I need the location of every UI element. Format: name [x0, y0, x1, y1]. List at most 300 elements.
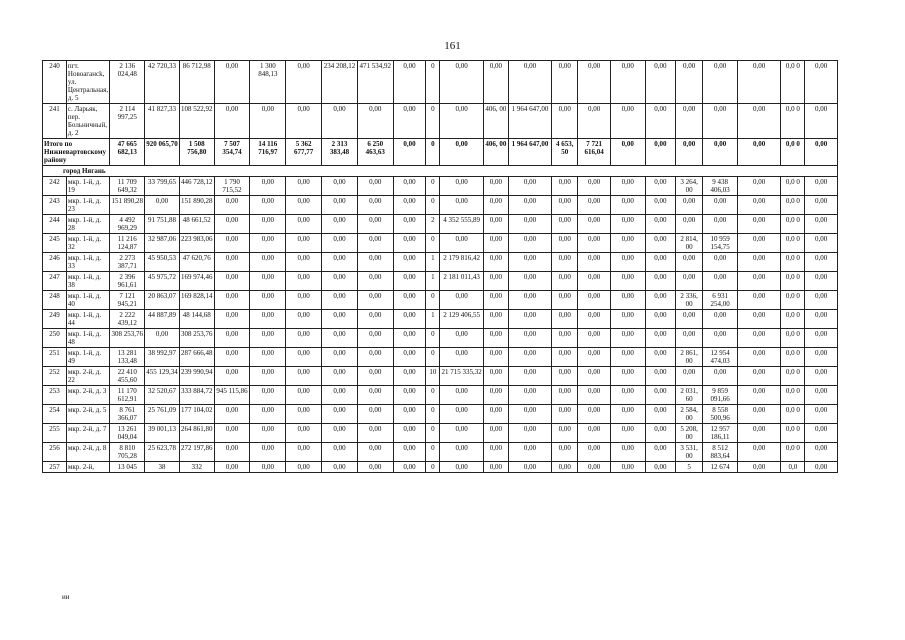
table-cell: 0	[426, 196, 440, 215]
address-cell: мкр. 1-й, д. 32	[66, 234, 109, 253]
table-cell: 0,00	[508, 348, 551, 367]
table-cell: 0,0 0	[781, 329, 805, 348]
table-cell: 1	[426, 253, 440, 272]
table-cell: 0,00	[610, 253, 645, 272]
table-cell: 0,0 0	[781, 443, 805, 462]
table-cell: 0,00	[805, 61, 838, 104]
table-cell: 0,00	[610, 291, 645, 310]
table-cell: 920 065,70	[145, 139, 180, 166]
table-cell: 0,00	[676, 253, 703, 272]
table-cell: 0,00	[322, 177, 358, 196]
table-cell: 5 208, 00	[676, 424, 703, 443]
table-cell: 0,00	[286, 234, 322, 253]
table-cell: 0,00	[676, 196, 703, 215]
table-cell: 0,00	[322, 405, 358, 424]
row-number: 252	[43, 367, 67, 386]
table-cell: 8 810 705,28	[110, 443, 145, 462]
table-cell: 0,00	[610, 104, 645, 139]
table-cell: 0,00	[250, 386, 286, 405]
table-cell: 0,00	[552, 310, 578, 329]
table-cell: 0	[426, 424, 440, 443]
table-cell: 0,00	[286, 424, 322, 443]
table-cell: 0,00	[737, 386, 780, 405]
table-cell: 0,00	[508, 329, 551, 348]
table-row	[43, 61, 838, 104]
table-cell: 5 362 677,77	[286, 139, 322, 166]
table-cell: 0,00	[703, 329, 738, 348]
table-cell: 0,00	[508, 61, 551, 104]
table-cell: 406, 00	[483, 139, 508, 166]
table-cell: 0,00	[322, 215, 358, 234]
table-cell: 0,00	[440, 177, 483, 196]
table-cell: 0,00	[703, 253, 738, 272]
address-cell: мкр. 1-й, д. 48	[66, 329, 109, 348]
table-row	[43, 386, 838, 405]
table-cell: 0,00	[610, 215, 645, 234]
table-cell: 0,00	[703, 272, 738, 291]
table-cell: 0,00	[578, 310, 611, 329]
table-cell: 0,0 0	[781, 405, 805, 424]
table-cell: 0,00	[805, 310, 838, 329]
table-cell: 0,00	[483, 405, 508, 424]
table-cell: 223 983,06	[179, 234, 214, 253]
table-cell: 0,00	[322, 462, 358, 473]
table-cell: 5	[676, 462, 703, 473]
table-cell: 13 281 133,48	[110, 348, 145, 367]
table-cell: 7 507 354,74	[214, 139, 250, 166]
row-number: 240	[43, 61, 67, 104]
table-cell: 0,00	[578, 386, 611, 405]
table-cell: 0,00	[440, 348, 483, 367]
table-cell: 0,00	[214, 310, 250, 329]
table-cell: 0,00	[214, 234, 250, 253]
table-cell: 0,0 0	[781, 253, 805, 272]
table-cell: 0,00	[357, 196, 393, 215]
address-cell: мкр. 2-й, д. 8	[66, 443, 109, 462]
table-cell: 2 814, 00	[676, 234, 703, 253]
table-cell: 0,00	[286, 253, 322, 272]
table-cell: 0,00	[805, 405, 838, 424]
table-cell: 0	[426, 104, 440, 139]
table-cell: 0,00	[578, 367, 611, 386]
table-cell: 12 954 474,03	[703, 348, 738, 367]
table-cell: 3 264, 00	[676, 177, 703, 196]
table-cell: 0,00	[483, 310, 508, 329]
table-cell: 0,00	[357, 104, 393, 139]
table-cell: 0,00	[610, 310, 645, 329]
table-cell: 0,00	[552, 272, 578, 291]
table-cell: 0,00	[610, 196, 645, 215]
table-cell: 0,00	[610, 177, 645, 196]
table-cell: 0,00	[250, 234, 286, 253]
table-cell: 0,00	[357, 234, 393, 253]
table-cell: 0,00	[805, 104, 838, 139]
table-cell: 0,00	[250, 443, 286, 462]
table-cell: 0,00	[286, 215, 322, 234]
table-cell: 0,00	[508, 424, 551, 443]
table-cell: 0,00	[393, 424, 426, 443]
table-cell: 8 761 366,07	[110, 405, 145, 424]
table-cell: 0,00	[805, 386, 838, 405]
table-cell: 14 116 716,97	[250, 139, 286, 166]
table-cell: 0,00	[393, 215, 426, 234]
table-cell: 0,00	[610, 329, 645, 348]
table-cell: 0,00	[286, 310, 322, 329]
table-cell: 0,00	[483, 61, 508, 104]
table-cell: 287 666,48	[179, 348, 214, 367]
row-number: 245	[43, 234, 67, 253]
table-row	[43, 443, 838, 462]
address-cell: с. Ларьяк, пер. Больничный, д. 2	[66, 104, 109, 139]
table-cell: 0,00	[676, 367, 703, 386]
table-cell: 2 114 997,25	[110, 104, 145, 139]
table-cell: 0,00	[737, 405, 780, 424]
table-cell: 0,00	[508, 310, 551, 329]
section-title: город Нягань	[43, 166, 838, 177]
table-cell: 0,00	[440, 234, 483, 253]
table-cell: 7 721 616,04	[578, 139, 611, 166]
table-cell: 0,00	[286, 104, 322, 139]
address-cell: мкр. 2-й, д. 5	[66, 405, 109, 424]
table-cell: 0,00	[250, 272, 286, 291]
table-cell: 0,00	[703, 139, 738, 166]
table-cell: 0,00	[357, 310, 393, 329]
table-cell: 0,00	[645, 272, 675, 291]
table-cell: 6 931 254,00	[703, 291, 738, 310]
table-cell: 0,00	[393, 139, 426, 166]
table-cell: 0,00	[805, 139, 838, 166]
table-row	[43, 272, 838, 291]
table-cell: 0,0	[781, 462, 805, 473]
table-cell: 0,00	[552, 104, 578, 139]
table-cell: 0	[426, 329, 440, 348]
table-cell: 0,00	[610, 386, 645, 405]
table-cell: 0,00	[322, 424, 358, 443]
table-cell: 0,00	[357, 177, 393, 196]
address-cell: мкр. 2-й, д. 7	[66, 424, 109, 443]
table-cell: 0,00	[578, 272, 611, 291]
table-cell: 0,00	[737, 443, 780, 462]
table-cell: 48 661,52	[179, 215, 214, 234]
table-cell: 0,00	[578, 443, 611, 462]
table-cell: 0,00	[250, 348, 286, 367]
table-cell: 0,00	[508, 291, 551, 310]
table-cell: 0,00	[508, 253, 551, 272]
table-cell: 8 512 883,64	[703, 443, 738, 462]
table-cell: 0,00	[805, 196, 838, 215]
table-cell: 0,00	[357, 253, 393, 272]
table-cell: 0,00	[393, 291, 426, 310]
table-cell: 0,00	[508, 443, 551, 462]
table-cell: 0,00	[508, 386, 551, 405]
table-cell: 0,00	[578, 462, 611, 473]
table-cell: 169 974,46	[179, 272, 214, 291]
table-cell: 0,00	[737, 424, 780, 443]
table-cell: 0,00	[645, 234, 675, 253]
table-cell: 471 534,92	[357, 61, 393, 104]
table-cell: 0,00	[286, 348, 322, 367]
table-cell: 11 170 612,91	[110, 386, 145, 405]
address-cell: мкр. 1-й, д. 40	[66, 291, 109, 310]
table-cell: 1	[426, 272, 440, 291]
table-cell: 0	[426, 234, 440, 253]
table-cell: 0,00	[483, 234, 508, 253]
table-cell: 0,00	[703, 104, 738, 139]
table-cell: 0,00	[805, 424, 838, 443]
row-number: 251	[43, 348, 67, 367]
table-cell: 177 104,02	[179, 405, 214, 424]
table-cell: 0,00	[483, 253, 508, 272]
table-cell: 0,00	[440, 424, 483, 443]
table-cell: 42 720,33	[145, 61, 180, 104]
table-cell: 2 136 024,48	[110, 61, 145, 104]
address-cell: мкр. 1-й, д. 23	[66, 196, 109, 215]
table-cell: 0,0 0	[781, 215, 805, 234]
table-cell: 0,00	[552, 291, 578, 310]
table-cell: 45 975,72	[145, 272, 180, 291]
total-row	[43, 139, 838, 166]
table-cell: 308 253,76	[179, 329, 214, 348]
table-cell: 264 861,80	[179, 424, 214, 443]
table-cell: 0,00	[483, 329, 508, 348]
table-row	[43, 329, 838, 348]
table-cell: 0,00	[440, 386, 483, 405]
table-cell: 12 674	[703, 462, 738, 473]
table-row	[43, 291, 838, 310]
table-cell: 0,00	[805, 443, 838, 462]
table-cell: 25 623,78	[145, 443, 180, 462]
table-row	[43, 462, 838, 473]
table-cell: 0,00	[322, 253, 358, 272]
table-cell: 0,00	[214, 348, 250, 367]
table-cell: 0,00	[145, 196, 180, 215]
table-cell: 239 990,94	[179, 367, 214, 386]
address-cell: мкр. 1-й, д. 49	[66, 348, 109, 367]
table-cell: 0,00	[578, 253, 611, 272]
table-cell: 0,0 0	[781, 104, 805, 139]
table-cell: 0,00	[508, 177, 551, 196]
table-cell: 0,00	[676, 272, 703, 291]
row-number: 253	[43, 386, 67, 405]
row-number: 249	[43, 310, 67, 329]
table-cell: 9 438 406,03	[703, 177, 738, 196]
table-cell: 0,00	[552, 367, 578, 386]
table-cell: 39 001,13	[145, 424, 180, 443]
table-cell: 0,00	[645, 443, 675, 462]
table-cell: 10	[426, 367, 440, 386]
table-cell: 6 250 463,63	[357, 139, 393, 166]
table-cell: 47 620,76	[179, 253, 214, 272]
table-cell: 32 987,06	[145, 234, 180, 253]
table-cell: 0,00	[805, 367, 838, 386]
address-cell: мкр. 1-й, д. 38	[66, 272, 109, 291]
table-cell: 0	[426, 139, 440, 166]
table-cell: 0,00	[483, 215, 508, 234]
table-cell: 38 992,97	[145, 348, 180, 367]
table-cell: 0,00	[250, 329, 286, 348]
table-cell: 0,00	[322, 348, 358, 367]
row-number: 254	[43, 405, 67, 424]
table-cell: 2 313 383,48	[322, 139, 358, 166]
table-cell: 0,00	[552, 196, 578, 215]
table-cell: 0,00	[322, 196, 358, 215]
table-cell: 0,00	[676, 329, 703, 348]
table-cell: 0	[426, 386, 440, 405]
table-cell: 0,00	[250, 253, 286, 272]
table-cell: 0,00	[357, 348, 393, 367]
table-cell: 0,00	[440, 329, 483, 348]
table-cell: 0,00	[578, 177, 611, 196]
address-cell: мкр. 2-й, д. 3	[66, 386, 109, 405]
table-cell: 0,00	[440, 61, 483, 104]
table-cell: 0,00	[286, 405, 322, 424]
table-cell: 33 799,65	[145, 177, 180, 196]
row-number: 246	[43, 253, 67, 272]
table-cell: 0,00	[508, 367, 551, 386]
row-number: 256	[43, 443, 67, 462]
table-cell: 0,00	[805, 462, 838, 473]
table-cell: 332	[179, 462, 214, 473]
table-cell: 0,00	[214, 291, 250, 310]
table-cell: 0,00	[393, 61, 426, 104]
table-cell: 0,00	[250, 310, 286, 329]
table-cell: 0,00	[578, 196, 611, 215]
table-cell: 12 957 186,11	[703, 424, 738, 443]
table-cell: 0,00	[703, 61, 738, 104]
table-cell: 0,00	[645, 348, 675, 367]
table-cell: 0,00	[483, 424, 508, 443]
address-cell: мкр. 1-й, д. 33	[66, 253, 109, 272]
table-cell: 0,00	[357, 386, 393, 405]
table-row	[43, 196, 838, 215]
table-cell: 0,00	[676, 139, 703, 166]
table-cell: 0,00	[214, 104, 250, 139]
table-cell: 2 336, 00	[676, 291, 703, 310]
table-cell: 0,00	[286, 367, 322, 386]
table-cell: 0,00	[214, 405, 250, 424]
table-cell: 0,00	[483, 291, 508, 310]
table-cell: 0,00	[552, 61, 578, 104]
table-cell: 0,00	[552, 329, 578, 348]
table-cell: 47 665 682,13	[110, 139, 145, 166]
table-cell: 0,00	[703, 367, 738, 386]
table-cell: 0,00	[483, 177, 508, 196]
table-cell: 0,00	[214, 367, 250, 386]
table-cell: 0,0 0	[781, 272, 805, 291]
table-cell: 0,00	[440, 196, 483, 215]
table-cell: 0,00	[214, 443, 250, 462]
table-cell: 272 197,86	[179, 443, 214, 462]
table-cell: 0,00	[393, 329, 426, 348]
table-row	[43, 405, 838, 424]
table-cell: 0,00	[805, 291, 838, 310]
table-cell: 32 520,67	[145, 386, 180, 405]
table-cell: 0,00	[250, 215, 286, 234]
table-row	[43, 253, 838, 272]
row-number: 255	[43, 424, 67, 443]
table-cell: 13 261 049,04	[110, 424, 145, 443]
table-cell: 10 959 154,75	[703, 234, 738, 253]
table-cell: 0,00	[250, 367, 286, 386]
table-cell: 2 273 387,71	[110, 253, 145, 272]
table-cell: 4 352 555,89	[440, 215, 483, 234]
table-row	[43, 234, 838, 253]
table-cell: 0,00	[703, 196, 738, 215]
table-cell: 91 751,88	[145, 215, 180, 234]
table-cell: 0,0 0	[781, 310, 805, 329]
table-cell: 0	[426, 348, 440, 367]
address-cell: мкр. 2-й, д. 22	[66, 367, 109, 386]
row-number: 248	[43, 291, 67, 310]
table-cell: 0,00	[214, 61, 250, 104]
address-cell: мкр. 1-й, д. 44	[66, 310, 109, 329]
table-cell: 1 964 647,00	[508, 104, 551, 139]
page-number: 161	[444, 40, 461, 52]
table-cell: 308 253,76	[110, 329, 145, 348]
table-cell: 2 861, 00	[676, 348, 703, 367]
table-cell: 1	[426, 310, 440, 329]
table-cell: 0,00	[440, 462, 483, 473]
row-number: 243	[43, 196, 67, 215]
table-cell: 0,00	[393, 234, 426, 253]
table-cell: 0,00	[645, 386, 675, 405]
table-cell: 0,00	[737, 196, 780, 215]
row-number: 242	[43, 177, 67, 196]
table-cell: 0,00	[440, 405, 483, 424]
table-cell: 0,00	[703, 310, 738, 329]
table-cell: 0,0 0	[781, 234, 805, 253]
table-cell: 0	[426, 462, 440, 473]
table-cell: 0,00	[322, 310, 358, 329]
table-cell: 0,00	[393, 443, 426, 462]
table-cell: 0,00	[393, 310, 426, 329]
table-cell: 0,00	[393, 104, 426, 139]
table-cell: 0,00	[214, 253, 250, 272]
table-cell: 0,00	[393, 177, 426, 196]
table-cell: 0,00	[552, 253, 578, 272]
table-cell: 0,00	[250, 462, 286, 473]
table-cell: 0,00	[483, 443, 508, 462]
table-cell: 0,00	[737, 310, 780, 329]
table-cell: 1 300 848,13	[250, 61, 286, 104]
table-cell: 0,00	[645, 177, 675, 196]
table-cell: 0,0 0	[781, 61, 805, 104]
table-cell: 0,00	[393, 348, 426, 367]
table-cell: 0,00	[393, 462, 426, 473]
table-cell: 0,00	[286, 272, 322, 291]
table-cell: 0,00	[286, 291, 322, 310]
row-number: 241	[43, 104, 67, 139]
table-cell: 48 144,68	[179, 310, 214, 329]
table-cell: 0,0 0	[781, 291, 805, 310]
table-cell: 2 222 439,12	[110, 310, 145, 329]
table-cell: 0,00	[676, 61, 703, 104]
table-cell: 108 522,92	[179, 104, 214, 139]
section-row	[43, 166, 838, 177]
table-cell: 0,00	[645, 462, 675, 473]
table-cell: 0,00	[286, 462, 322, 473]
table-cell: 0,00	[483, 196, 508, 215]
table-cell: 0,00	[805, 348, 838, 367]
table-cell: 0,00	[737, 215, 780, 234]
table-cell: 0,00	[322, 386, 358, 405]
footer-text: ии	[62, 593, 70, 601]
row-number: 250	[43, 329, 67, 348]
table-cell: 0,00	[508, 272, 551, 291]
table-cell: 0,00	[393, 405, 426, 424]
row-number: 247	[43, 272, 67, 291]
table-cell: 0,00	[322, 104, 358, 139]
